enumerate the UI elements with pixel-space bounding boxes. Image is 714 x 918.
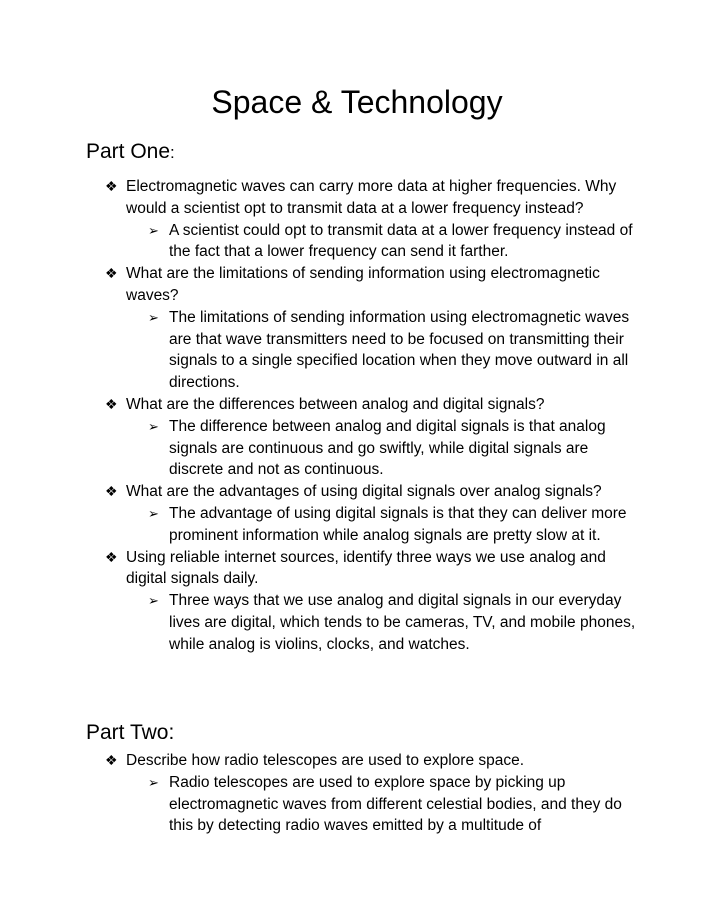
- arrow-bullet-icon: ➢: [148, 593, 159, 609]
- answer-text: The difference between analog and digital signals is that analog signals are continuous and go swiftly, while digital signals are discrete and not as continuous.: [169, 417, 606, 479]
- question-item: [0, 263, 636, 307]
- diamond-bullet-icon: ❖: [105, 483, 118, 500]
- answer-item: [0, 772, 636, 837]
- answer-text: Three ways that we use analog and digital signals in our everyday lives are digital, which tends to be cameras, TV, and mobile phones, while analog is violins, clocks, and watches.: [169, 592, 636, 653]
- answer-item: [0, 503, 636, 547]
- arrow-bullet-icon: ➢: [148, 418, 159, 434]
- part-one-list: [0, 176, 714, 656]
- part-one-heading: [86, 139, 175, 166]
- question-item: [0, 750, 636, 772]
- question-item: [0, 481, 636, 503]
- answer-item: [0, 416, 636, 481]
- part-one-heading-text: Part One: [86, 140, 171, 163]
- question-text: What are the differences between analog and digital signals?: [126, 395, 545, 413]
- diamond-bullet-icon: ❖: [105, 752, 118, 768]
- diamond-bullet-icon: ❖: [105, 395, 118, 412]
- question-text: Electromagnetic waves can carry more data at higher frequencies. Why would a scientist opt to transmit data at a lower frequency instead?: [126, 178, 617, 217]
- question-text: What are the advantages of using digital signals over analog signals?: [126, 483, 602, 501]
- answer-item: [0, 307, 636, 394]
- question-text: Describe how radio telescopes are used to explore space.: [126, 752, 525, 769]
- answer-text: A scientist could opt to transmit data at a lower frequency instead of the fact that a lower frequency can send it farther.: [169, 221, 633, 261]
- document-title: Space & Technology: [211, 84, 503, 120]
- question-text: What are the limitations of sending information using electromagnetic waves?: [126, 265, 600, 304]
- answer-item: [0, 590, 636, 655]
- diamond-bullet-icon: ❖: [105, 265, 118, 282]
- question-item: [0, 176, 636, 220]
- answer-text: The advantage of using digital signals is that they can deliver more prominent information while analog signals are pretty slow at it.: [169, 504, 627, 544]
- part-two-list: [0, 750, 714, 837]
- question-text: Using reliable internet sources, identify three ways we use analog and digital signals daily.: [126, 548, 606, 588]
- arrow-bullet-icon: ➢: [148, 505, 159, 521]
- arrow-bullet-icon: ➢: [148, 222, 159, 238]
- diamond-bullet-icon: ❖: [105, 548, 118, 565]
- part-one-heading-colon: :: [170, 143, 175, 162]
- answer-item: [0, 220, 636, 264]
- arrow-bullet-icon: ➢: [148, 309, 159, 325]
- diamond-bullet-icon: ❖: [105, 178, 118, 194]
- part-two-heading: Part Two:: [86, 721, 175, 744]
- question-item: [0, 547, 636, 591]
- answer-text: Radio telescopes are used to explore space by picking up electromagnetic waves from different celestial bodies, and they do this by detecting radio waves emitted by a multitude of: [169, 773, 622, 835]
- arrow-bullet-icon: ➢: [148, 774, 159, 790]
- question-item: [0, 394, 636, 416]
- answer-text: The limitations of sending information using electromagnetic waves are that wave transmitters need to be focused on transmitting their signals to a single specified location when they move outward in all directions.: [169, 308, 630, 392]
